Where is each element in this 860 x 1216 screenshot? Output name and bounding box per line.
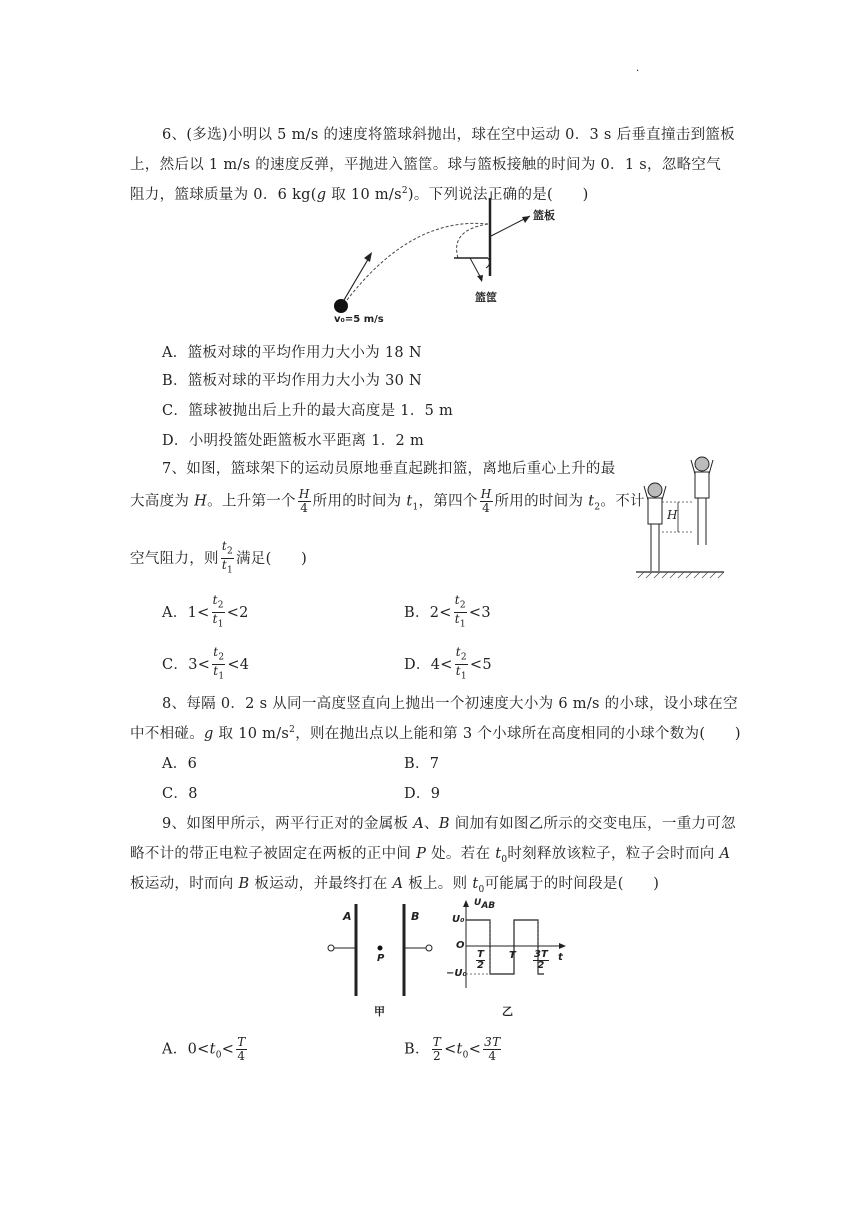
q9-line-1: 9、如图甲所示，两平行正对的金属板 A、B 间加有如图乙所示的交变电压，一重力可忽 [162, 816, 736, 832]
q6-option-b: B．篮板对球的平均作用力大小为 30 N [162, 373, 423, 389]
q8-option-c: C．8 [162, 786, 198, 802]
figure-yi-label: 乙 [502, 1005, 513, 1018]
q8-option-a: A．6 [162, 756, 198, 772]
q7-line-3: 空气阻力，则 $\frac{t_2}{t_1}$ 满足( ) [130, 539, 308, 576]
q6-option-d: D．小明投篮处距篮板水平距离 1．2 m [162, 433, 425, 449]
q7-line-1: 7、如图，篮球架下的运动员原地垂直起跳扣篮，离地后重心上升的最 [162, 461, 616, 477]
parallel-plates-figure [322, 902, 442, 1002]
u0-label: U₀ [452, 914, 465, 925]
header-dot: · [636, 66, 640, 77]
q8-line-1: 8、每隔 0．2 s 从同一高度竖直向上抛出一个初速度大小为 6 m/s 的小球，设小球在空 [162, 696, 738, 712]
uab-axis-label: $U_{AB}$ [474, 898, 496, 911]
q8-option-b: B．7 [404, 756, 440, 772]
q6-line-1: 6、(多选)小明以 5 m/s 的速度将篮球斜抛出，球在空中运动 0．3 s 后垂直撞击到篮板 [162, 127, 735, 143]
initial-velocity-label: v₀=5 m/s [334, 314, 384, 325]
q9-line-2: 略不计的带正电粒子被固定在两板的正中间 P 处。若在 $t_0$时刻释放该粒子，粒子会时而向 A [130, 846, 731, 865]
plate-b-label: B [411, 910, 420, 923]
jumping-player-figure [632, 450, 728, 580]
hoop-label: 篮筐 [475, 291, 497, 304]
q7-option-a: A．1< $\frac{t_2}{t_1}$ <2 [162, 593, 249, 630]
q9-option-a: A．$0<t_0<$ $\frac{T}{4}$ [162, 1035, 246, 1063]
point-p-label: P [377, 953, 385, 964]
origin-label: O [456, 940, 465, 951]
q7-line-2: 大高度为 H。上升第一个 $\frac{H}{4}$ 所用的时间为 $t_1$，第四个 $\frac{H}{4}$ 所用的时间为 $t_2$。不计 [130, 487, 645, 515]
q6-line-3: 阻力，篮球质量为 0．6 kg(g 取 10 $m/s^2$)。下列说法正确的是( ) [130, 186, 589, 203]
q6-option-a: A．篮板对球的平均作用力大小为 18 N [162, 345, 422, 361]
q6-line-2: 上，然后以 1 m/s 的速度反弹，平抛进入篮筐。球与篮板接触的时间为 0．1 s，忽略空气 [130, 157, 722, 173]
q9-option-b: B． $\frac{T}{2}$ $<t_0<$ $\frac{3T}{4}$ [404, 1035, 501, 1063]
t-period-label: T [509, 950, 516, 961]
backboard-label: 篮板 [533, 209, 555, 222]
plate-a-label: A [343, 910, 352, 923]
q7-option-b: B．2< $\frac{t_2}{t_1}$ <3 [404, 593, 491, 630]
t-half-label: $\frac{T}{2}$ [477, 949, 484, 971]
height-h-label: H [667, 508, 678, 522]
figure-jia-label: 甲 [374, 1005, 385, 1018]
q8-option-d: D．9 [404, 786, 441, 802]
q9-line-3: 板运动，时而向 B 板运动，并最终打在 A 板上。则 $t_0$可能属于的时间段是( ) [130, 876, 660, 895]
t-three-halves-label: $\frac{3T}{2}$ [534, 949, 548, 971]
neg-u0-label: −U₀ [446, 968, 467, 979]
t-axis-label: t [558, 952, 563, 963]
q7-option-c: C．3< $\frac{t_2}{t_1}$ <4 [162, 645, 250, 682]
q6-option-c: C．篮球被抛出后上升的最大高度是 1．5 m [162, 403, 454, 419]
q7-option-d: D．4< $\frac{t_2}{t_1}$ <5 [404, 645, 492, 682]
q8-line-2: 中不相碰。g 取 10 $m/s^2$，则在抛出点以上能和第 3 个小球所在高度相同的小球个数为( ) [130, 725, 741, 742]
